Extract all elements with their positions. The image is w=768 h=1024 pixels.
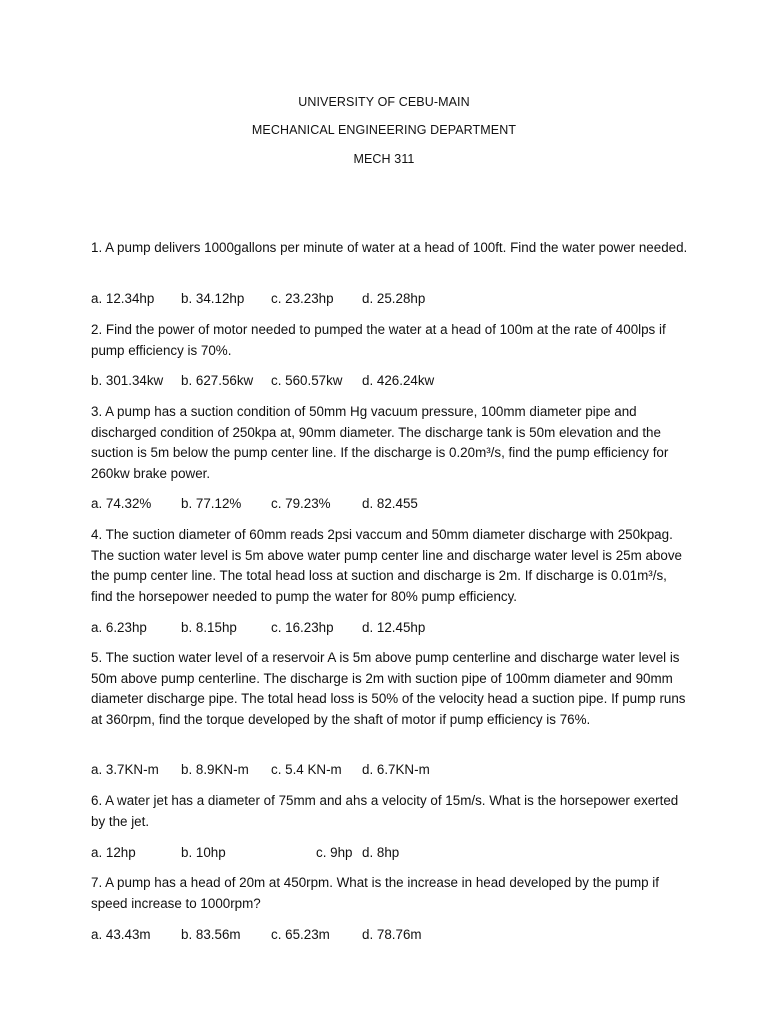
choice-b: b. 77.12% bbox=[181, 496, 242, 511]
choice-d: d. 426.24kw bbox=[362, 373, 435, 388]
choice-b: b. 10hp bbox=[181, 845, 226, 860]
choice-a: a. 6.23hp bbox=[91, 620, 147, 635]
question-2: 2. Find the power of motor needed to pumped the water at a head of 100m at the rate of 400lps if pump efficiency is 70%. bbox=[91, 322, 666, 358]
choice-a: b. 301.34kw bbox=[91, 373, 164, 388]
choice-a: a. 74.32% bbox=[91, 496, 152, 511]
choice-d: d. 25.28hp bbox=[362, 291, 426, 306]
question-5: 5. The suction water level of a reservoir A is 5m above pump centerline and discharge water level is 50m above pump centerline. The discharge is 2m with suction pipe of 100mm diameter and 90mm diameter discharge pipe. The total head loss is 50% of the velocity head a suction pipe. If pump runs at 360rpm, find the torque developed by the shaft of motor if pump efficiency is 76%. bbox=[91, 650, 686, 727]
choice-c: c. 79.23% bbox=[271, 496, 331, 511]
choice-c: c. 560.57kw bbox=[271, 373, 343, 388]
choice-c: c. 9hp bbox=[316, 845, 353, 860]
choice-b: b. 34.12hp bbox=[181, 291, 245, 306]
department-name: MECHANICAL ENGINEERING DEPARTMENT bbox=[251, 123, 517, 137]
choice-a: a. 3.7KN-m bbox=[91, 762, 159, 777]
choice-d: d. 6.7KN-m bbox=[362, 762, 430, 777]
choice-b: b. 627.56kw bbox=[181, 373, 254, 388]
choice-d: d. 78.76m bbox=[362, 927, 422, 942]
university-name: UNIVERSITY OF CEBU-MAIN bbox=[298, 95, 470, 109]
choice-d: d. 82.455 bbox=[362, 496, 418, 511]
choice-c: c. 16.23hp bbox=[271, 620, 334, 635]
choice-a: a. 12.34hp bbox=[91, 291, 155, 306]
question-1: 1. A pump delivers 1000gallons per minute of water at a head of 100ft. Find the water power needed. bbox=[91, 240, 688, 255]
question-6: 6. A water jet has a diameter of 75mm and ahs a velocity of 15m/s. What is the horsepower exerted by the jet. bbox=[91, 793, 679, 829]
choice-a: a. 43.43m bbox=[91, 927, 151, 942]
choice-c: c. 5.4 KN-m bbox=[271, 762, 342, 777]
choice-b: b. 83.56m bbox=[181, 927, 241, 942]
course-code: MECH 311 bbox=[353, 152, 415, 166]
choice-d: d. 12.45hp bbox=[362, 620, 426, 635]
choice-c: c. 65.23m bbox=[271, 927, 330, 942]
choice-b: b. 8.9KN-m bbox=[181, 762, 249, 777]
question-7: 7. A pump has a head of 20m at 450rpm. What is the increase in head developed by the pump if speed increase to 1000rpm? bbox=[91, 875, 659, 911]
question-4: 4. The suction diameter of 60mm reads 2psi vaccum and 50mm diameter discharge with 250kpag. The suction water level is 5m above water pump center line and discharge water level is 25m above the pump center line. The total head loss at suction and discharge is 2m. If discharge is 0.01m³/s, find the horsepower needed to pump the water for 80% pump efficiency. bbox=[91, 527, 682, 604]
choice-b: b. 8.15hp bbox=[181, 620, 237, 635]
question-3: 3. A pump has a suction condition of 50mm Hg vacuum pressure, 100mm diameter pipe and discharged condition of 250kpa at, 90mm diameter. The discharge tank is 50m elevation and the suction is 5m below the pump center line. If the discharge is 0.20m³/s, find the pump efficiency for 260kw brake power. bbox=[91, 404, 669, 481]
choice-c: c. 23.23hp bbox=[271, 291, 334, 306]
choice-a: a. 12hp bbox=[91, 845, 136, 860]
choice-d: d. 8hp bbox=[362, 845, 400, 860]
